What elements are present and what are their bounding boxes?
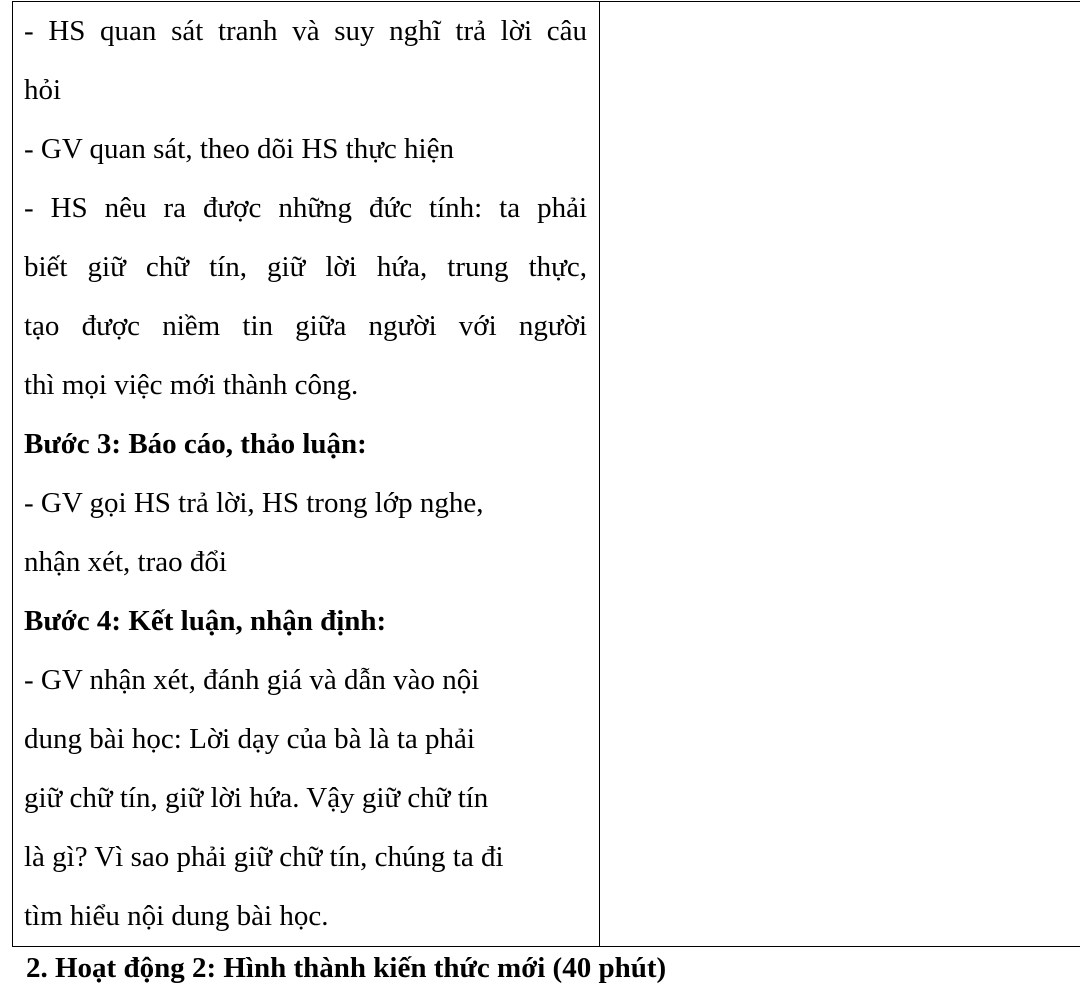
lesson-plan-table [12, 1, 1080, 947]
text-line: biết giữ chữ tín, giữ lời hứa, trung thực, [24, 238, 587, 297]
text-line: dung bài học: Lời dạy của bà là ta phải [24, 710, 599, 769]
step-4-heading: Bước 4: Kết luận, nhận định: [24, 592, 599, 651]
text-line: nhận xét, trao đổi [24, 533, 599, 592]
activity-cell [13, 2, 600, 947]
section-heading: 2. Hoạt động 2: Hình thành kiến thức mới (40 phút) [26, 948, 666, 988]
text-line: hỏi [24, 61, 599, 120]
text-line: - GV gọi HS trả lời, HS trong lớp nghe, [24, 474, 599, 533]
text-line: là gì? Vì sao phải giữ chữ tín, chúng ta đi [24, 828, 599, 887]
text-line: - HS quan sát tranh và suy nghĩ trả lời câu [24, 2, 587, 61]
notes-cell [600, 2, 1080, 947]
text-line: - GV nhận xét, đánh giá và dẫn vào nội [24, 651, 599, 710]
table-row [13, 2, 1080, 947]
text-line: - HS nêu ra được những đức tính: ta phải [24, 179, 587, 238]
text-line: tìm hiểu nội dung bài học. [24, 887, 599, 946]
text-line: - GV quan sát, theo dõi HS thực hiện [24, 120, 599, 179]
step-3-heading: Bước 3: Báo cáo, thảo luận: [24, 415, 599, 474]
activity-cell-content [13, 2, 599, 946]
text-line: giữ chữ tín, giữ lời hứa. Vậy giữ chữ tín [24, 769, 599, 828]
text-line: thì mọi việc mới thành công. [24, 356, 599, 415]
text-line: tạo được niềm tin giữa người với người [24, 297, 587, 356]
